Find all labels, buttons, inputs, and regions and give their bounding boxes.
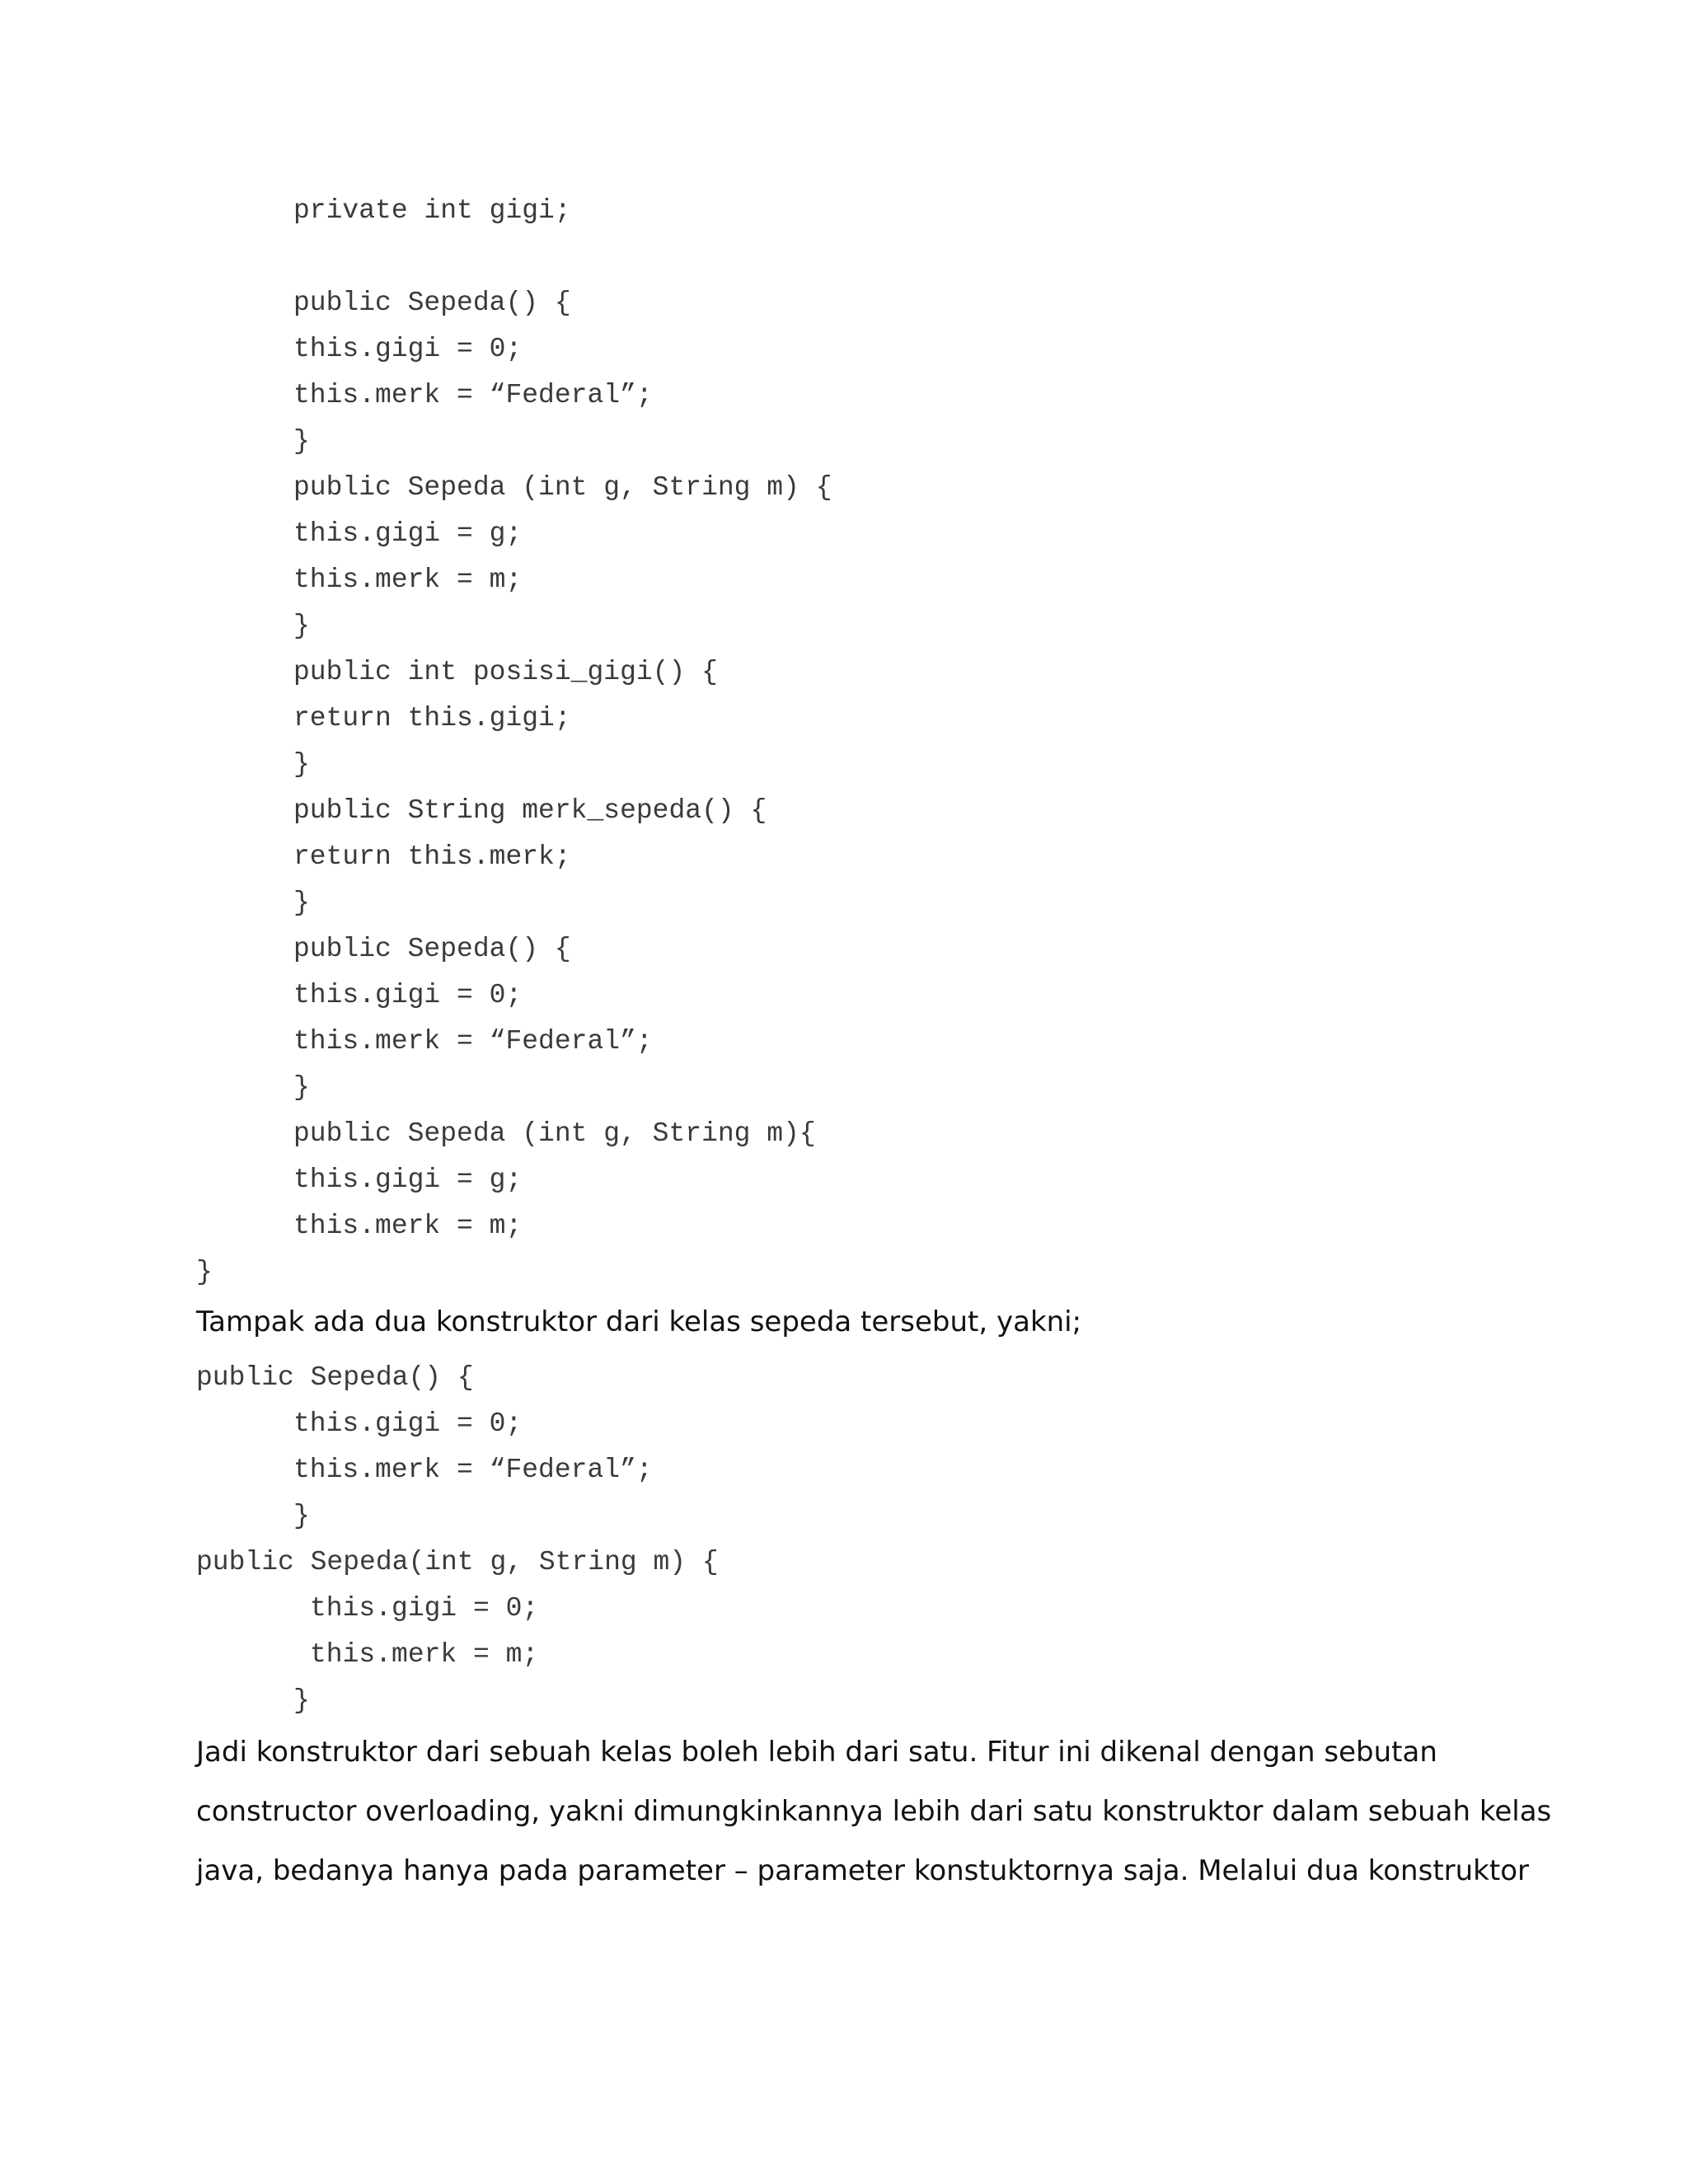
- paragraph-line: java, bedanya hanya pada parameter – parameter konstuktornya saja. Melalui dua konstruktor: [196, 1854, 1529, 1887]
- code-line: public Sepeda (int g, String m) {: [293, 472, 832, 503]
- code-line: public String merk_sepeda() {: [293, 795, 767, 826]
- code-line: this.merk = m;: [293, 1211, 523, 1241]
- code-line: public Sepeda() {: [293, 934, 571, 964]
- paragraph-line: constructor overloading, yakni dimungkinkannya lebih dari satu konstruktor dalam sebuah kelas: [196, 1795, 1552, 1828]
- code-line: public int posisi_gigi() {: [293, 657, 718, 687]
- code-line: }: [293, 1072, 310, 1103]
- code-line: this.gigi = 0;: [293, 334, 523, 364]
- code-line: this.gigi = g;: [293, 518, 523, 549]
- code-line: public Sepeda() {: [293, 288, 571, 318]
- code-line: }: [293, 1685, 310, 1716]
- code-line: this.merk = m;: [310, 1639, 539, 1670]
- code-line: return this.merk;: [293, 841, 571, 872]
- code-line: this.merk = “Federal”;: [293, 1026, 653, 1057]
- code-closing-brace: }: [196, 1257, 213, 1287]
- code-line: this.gigi = 0;: [293, 1408, 523, 1439]
- code-line: public Sepeda() {: [196, 1362, 474, 1393]
- code-line: }: [293, 1501, 310, 1531]
- code-line: }: [293, 749, 310, 780]
- code-line: return this.gigi;: [293, 703, 571, 733]
- code-line: this.merk = “Federal”;: [293, 380, 653, 410]
- code-line: this.gigi = 0;: [293, 980, 523, 1010]
- code-line: this.merk = “Federal”;: [293, 1455, 653, 1485]
- code-line: }: [293, 888, 310, 918]
- code-line: this.gigi = 0;: [310, 1593, 539, 1624]
- code-line: }: [293, 611, 310, 641]
- code-line: public Sepeda(int g, String m) {: [196, 1547, 719, 1577]
- paragraph-intro: Tampak ada dua konstruktor dari kelas sepeda tersebut, yakni;: [196, 1305, 1082, 1338]
- code-line: this.merk = m;: [293, 565, 523, 595]
- paragraph-line: Jadi konstruktor dari sebuah kelas boleh lebih dari satu. Fitur ini dikenal dengan sebutan: [196, 1736, 1437, 1769]
- code-line: }: [293, 426, 310, 457]
- code-line: public Sepeda (int g, String m){: [293, 1118, 816, 1149]
- code-line: private int gigi;: [293, 195, 571, 226]
- code-line: this.gigi = g;: [293, 1165, 523, 1195]
